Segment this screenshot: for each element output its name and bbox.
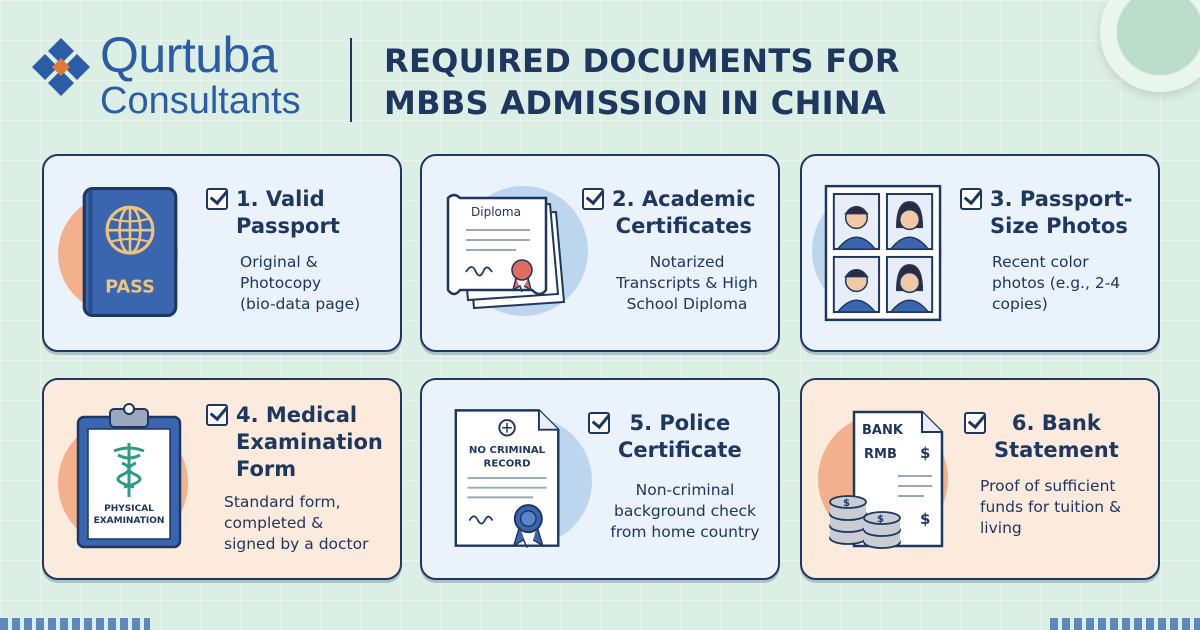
card-title: [588, 410, 742, 464]
card-description: [224, 492, 369, 555]
card-title-line: Examination: [236, 430, 383, 454]
checkbox-icon: [588, 412, 610, 434]
card-title-line: 4. Medical: [236, 403, 358, 427]
header-divider: [350, 38, 352, 122]
card-title-line: 5. Police: [629, 411, 731, 435]
bank-label-line: RMB: [864, 447, 897, 462]
document-card-medical: [42, 378, 402, 580]
card-title: [206, 402, 383, 483]
clipboard-icon: [74, 398, 184, 554]
dollar-symbol: $: [920, 510, 931, 528]
passport-label: PASS: [105, 277, 155, 298]
document-card-police: [420, 378, 780, 580]
checkbox-icon: [582, 188, 604, 210]
document-card-bank: [800, 378, 1160, 580]
card-description: [596, 252, 778, 315]
qurtuba-logo-icon: [30, 36, 92, 98]
clipboard-label-line: EXAMINATION: [93, 516, 165, 526]
card-description-line: living: [980, 519, 1022, 537]
footer-pattern-right: [1050, 618, 1200, 630]
page-title: [384, 40, 900, 124]
card-title: [960, 186, 1132, 240]
card-title-line: 2. Academic: [612, 187, 756, 211]
page-title-line-2: MBBS ADMISSION IN CHINA: [384, 84, 887, 122]
bank-label-line: BANK: [862, 423, 903, 438]
page-title-line-1: REQUIRED DOCUMENTS FOR: [384, 42, 900, 80]
card-title: [206, 186, 340, 240]
card-description: [992, 252, 1120, 315]
brand-line-1: Qurtuba: [100, 27, 278, 83]
card-description-line: Photocopy: [240, 274, 322, 292]
diploma-label: Diploma: [471, 205, 521, 219]
passport-icon: [78, 184, 182, 320]
card-description-line: photos (e.g., 2-4: [992, 274, 1121, 292]
card-title-line: Passport: [236, 214, 340, 238]
card-title-line: Certificates: [615, 214, 752, 238]
card-title-line: 1. Valid: [236, 187, 325, 211]
document-card-photos: [800, 154, 1160, 352]
document-card-passport: [42, 154, 402, 352]
document-card-academic: [420, 154, 780, 352]
card-title: [964, 410, 1119, 464]
checkbox-icon: [206, 188, 228, 210]
card-description-line: School Diploma: [626, 295, 748, 313]
card-description-line: (bio-data page): [240, 295, 361, 313]
card-description-line: Standard form,: [224, 493, 341, 511]
card-title-line: 6. Bank: [1011, 411, 1101, 435]
coin-dollar-symbol: $: [877, 514, 884, 525]
card-description-line: copies): [992, 295, 1048, 313]
card-description: [240, 252, 360, 315]
coin-dollar-symbol: $: [843, 498, 850, 509]
checkbox-icon: [960, 188, 982, 210]
brand-name: [100, 27, 301, 122]
card-title: [582, 186, 756, 240]
card-description-line: from home country: [610, 523, 760, 541]
card-description-line: background check: [614, 502, 756, 520]
card-title-line: Form: [236, 457, 297, 481]
card-description-line: signed by a doctor: [224, 535, 369, 553]
card-description-line: Notarized: [649, 253, 725, 271]
card-title-line: Size Photos: [990, 214, 1128, 238]
card-description: [590, 480, 780, 543]
footer-pattern-left: [0, 618, 150, 630]
diploma-icon: [436, 190, 576, 320]
clipboard-label-line: PHYSICAL: [104, 504, 154, 514]
card-description-line: Original &: [240, 253, 318, 271]
card-description-line: Transcripts & High: [616, 274, 758, 292]
card-description-line: completed &: [224, 514, 324, 532]
header: [30, 28, 1130, 128]
police-certificate-icon: [450, 406, 566, 552]
checkbox-icon: [964, 412, 986, 434]
certificate-label-line: NO CRIMINAL: [468, 444, 546, 456]
card-title-line: 3. Passport-: [990, 187, 1133, 211]
certificate-label-line: RECORD: [483, 458, 531, 470]
card-description-line: funds for tuition &: [980, 498, 1122, 516]
card-title-line: Statement: [994, 438, 1119, 462]
bank-statement-icon: [824, 406, 954, 556]
checkbox-icon: [206, 404, 228, 426]
dollar-symbol: $: [920, 444, 931, 462]
card-title-line: Certificate: [618, 438, 742, 462]
card-description-line: Recent color: [992, 253, 1089, 271]
card-description: [980, 476, 1121, 539]
card-description-line: Proof of sufficient: [980, 477, 1116, 495]
card-description-line: Non-criminal: [635, 481, 735, 499]
brand-line-2: Consultants: [100, 80, 301, 122]
photos-icon: [824, 184, 942, 322]
